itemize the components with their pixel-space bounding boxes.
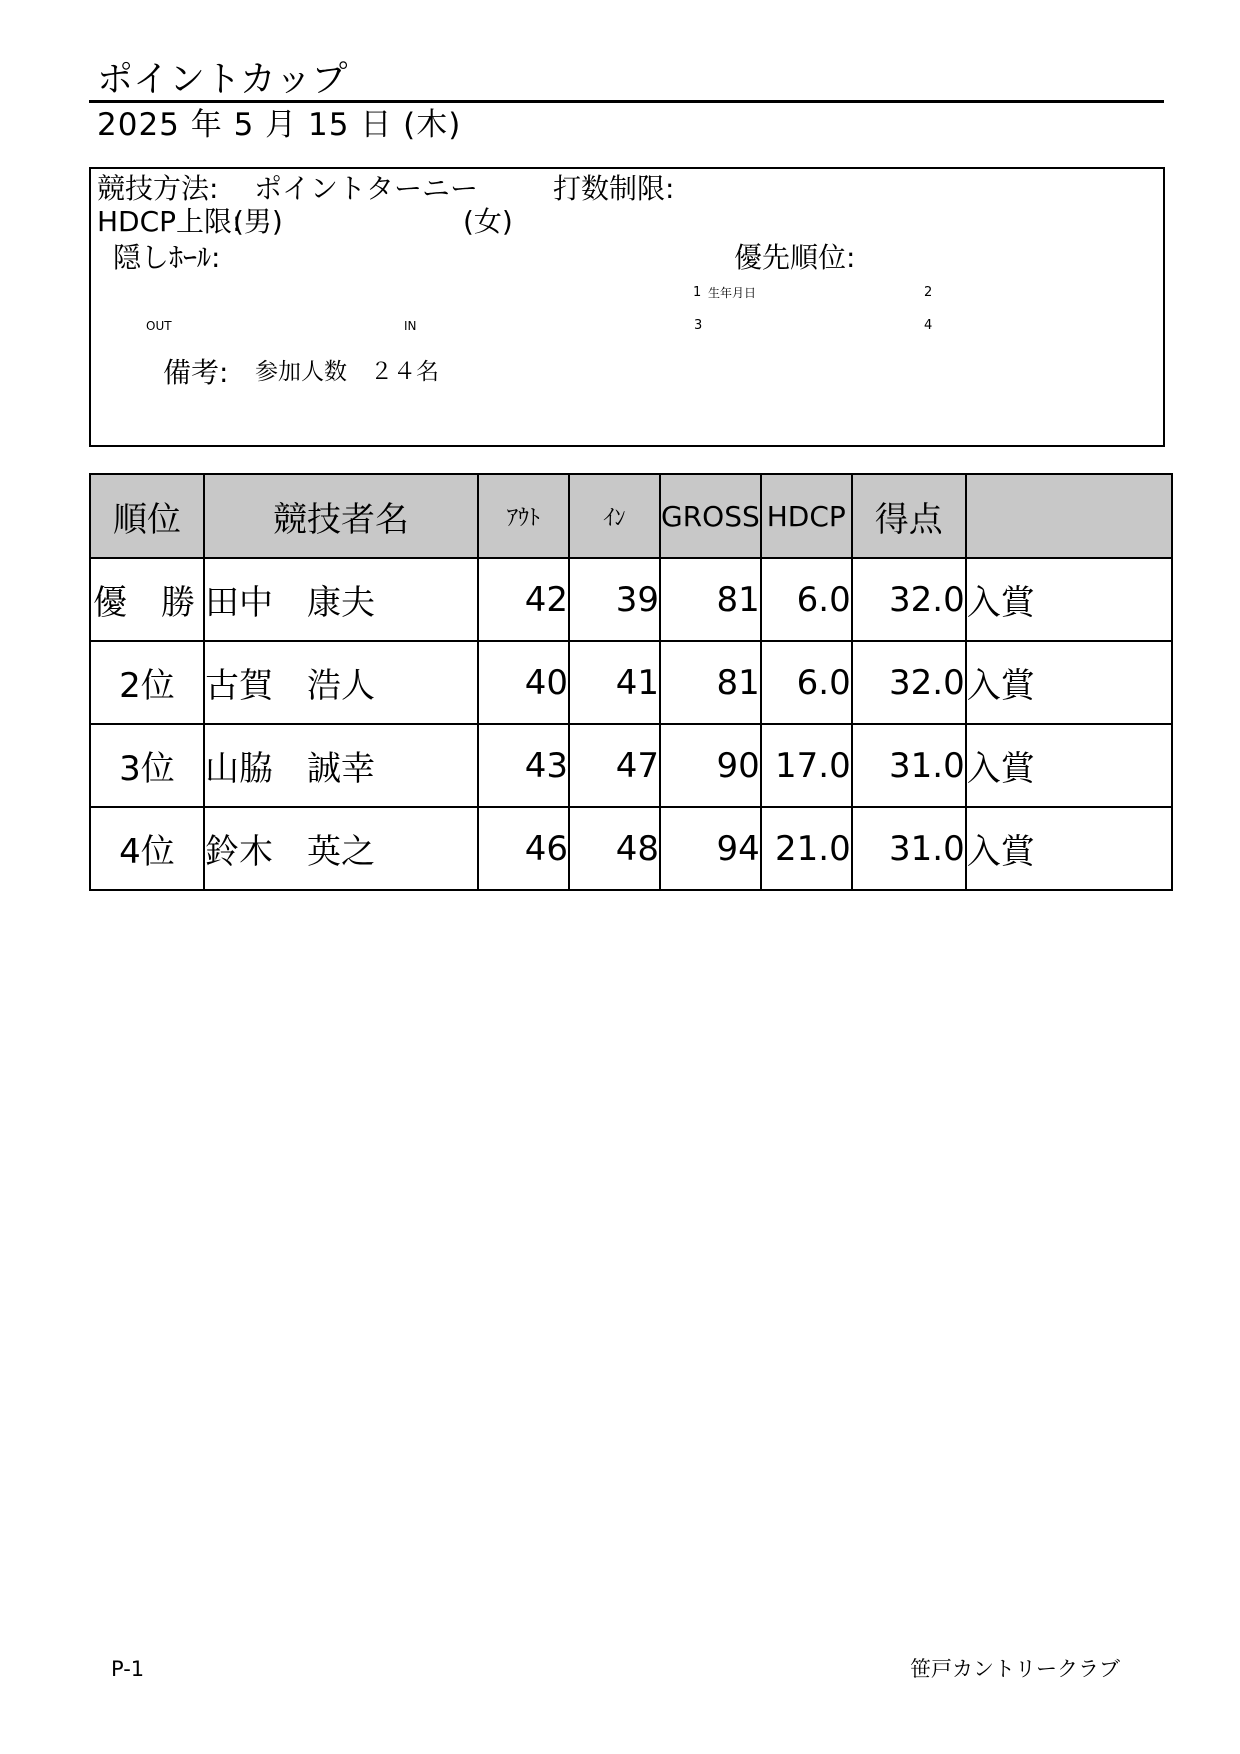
- method-value: ポイントターニー: [254, 172, 479, 205]
- priority-4-number: 4: [924, 318, 933, 333]
- note-cell: 入賞: [966, 641, 1172, 724]
- stroke-limit-label: 打数制限:: [553, 172, 675, 205]
- out-score-cell: 40: [478, 641, 569, 724]
- page-number: P-1: [111, 1657, 145, 1681]
- method-label: 競技方法:: [97, 172, 219, 205]
- priority-3-number: 3: [694, 318, 703, 333]
- hdcp-limit-label: HDCP上限:: [97, 205, 242, 238]
- gross-score-cell: 90: [660, 724, 761, 807]
- hdcp-cell: 6.0: [761, 641, 852, 724]
- gross-score-cell: 81: [660, 641, 761, 724]
- points-cell: 32.0: [852, 558, 966, 641]
- header-rank: 順位: [90, 474, 204, 558]
- club-name: 笹戸カントリークラブ: [910, 1657, 1120, 1681]
- out-label: OUT: [146, 319, 172, 333]
- hdcp-cell: 17.0: [761, 724, 852, 807]
- table-row: [90, 807, 1172, 890]
- in-score-cell: 39: [569, 558, 660, 641]
- table-row: [90, 558, 1172, 641]
- gross-score-cell: 94: [660, 807, 761, 890]
- title-underline: [89, 100, 1164, 103]
- header-note: [966, 474, 1172, 558]
- player-name-cell: 山脇 誠幸: [204, 724, 478, 807]
- rank-cell: 優 勝: [90, 558, 204, 641]
- header-name: 競技者名: [204, 474, 478, 558]
- rank-cell: 4位: [90, 807, 204, 890]
- header-points: 得点: [852, 474, 966, 558]
- priority-2-number: 2: [924, 285, 933, 300]
- note-cell: 入賞: [966, 558, 1172, 641]
- out-score-cell: 42: [478, 558, 569, 641]
- competition-info-box: [89, 167, 1165, 447]
- gross-score-cell: 81: [660, 558, 761, 641]
- points-cell: 31.0: [852, 724, 966, 807]
- priority-1-value: 生年月日: [708, 286, 757, 300]
- hdcp-male-label: (男): [233, 205, 283, 238]
- rank-cell: 2位: [90, 641, 204, 724]
- player-name-cell: 田中 康夫: [204, 558, 478, 641]
- in-label: IN: [404, 319, 417, 333]
- header-gross: GROSS: [660, 474, 761, 558]
- points-cell: 32.0: [852, 641, 966, 724]
- out-score-cell: 46: [478, 807, 569, 890]
- priority-label: 優先順位:: [734, 241, 856, 274]
- table-row: [90, 724, 1172, 807]
- header-in: ｲﾝ: [569, 474, 660, 558]
- hidden-hole-label: 隠しﾎｰﾙ:: [113, 241, 221, 274]
- hdcp-female-label: (女): [463, 205, 513, 238]
- event-date: 2025 年 5 月 15 日 (木): [97, 107, 462, 143]
- player-name-cell: 鈴木 英之: [204, 807, 478, 890]
- rank-cell: 3位: [90, 724, 204, 807]
- table-row: [90, 641, 1172, 724]
- player-name-cell: 古賀 浩人: [204, 641, 478, 724]
- table-header-row: [90, 474, 1172, 558]
- header-hdcp: HDCP: [761, 474, 852, 558]
- results-table: [89, 473, 1173, 891]
- header-out: ｱｳﾄ: [478, 474, 569, 558]
- in-score-cell: 47: [569, 724, 660, 807]
- page-title: ポイントカップ: [97, 59, 348, 100]
- points-cell: 31.0: [852, 807, 966, 890]
- hdcp-cell: 21.0: [761, 807, 852, 890]
- hdcp-cell: 6.0: [761, 558, 852, 641]
- priority-1-number: 1: [693, 285, 702, 300]
- note-cell: 入賞: [966, 807, 1172, 890]
- note-cell: 入賞: [966, 724, 1172, 807]
- in-score-cell: 41: [569, 641, 660, 724]
- remarks-value: 参加人数 ２４名: [255, 359, 439, 385]
- out-score-cell: 43: [478, 724, 569, 807]
- remarks-label: 備考:: [163, 356, 229, 389]
- in-score-cell: 48: [569, 807, 660, 890]
